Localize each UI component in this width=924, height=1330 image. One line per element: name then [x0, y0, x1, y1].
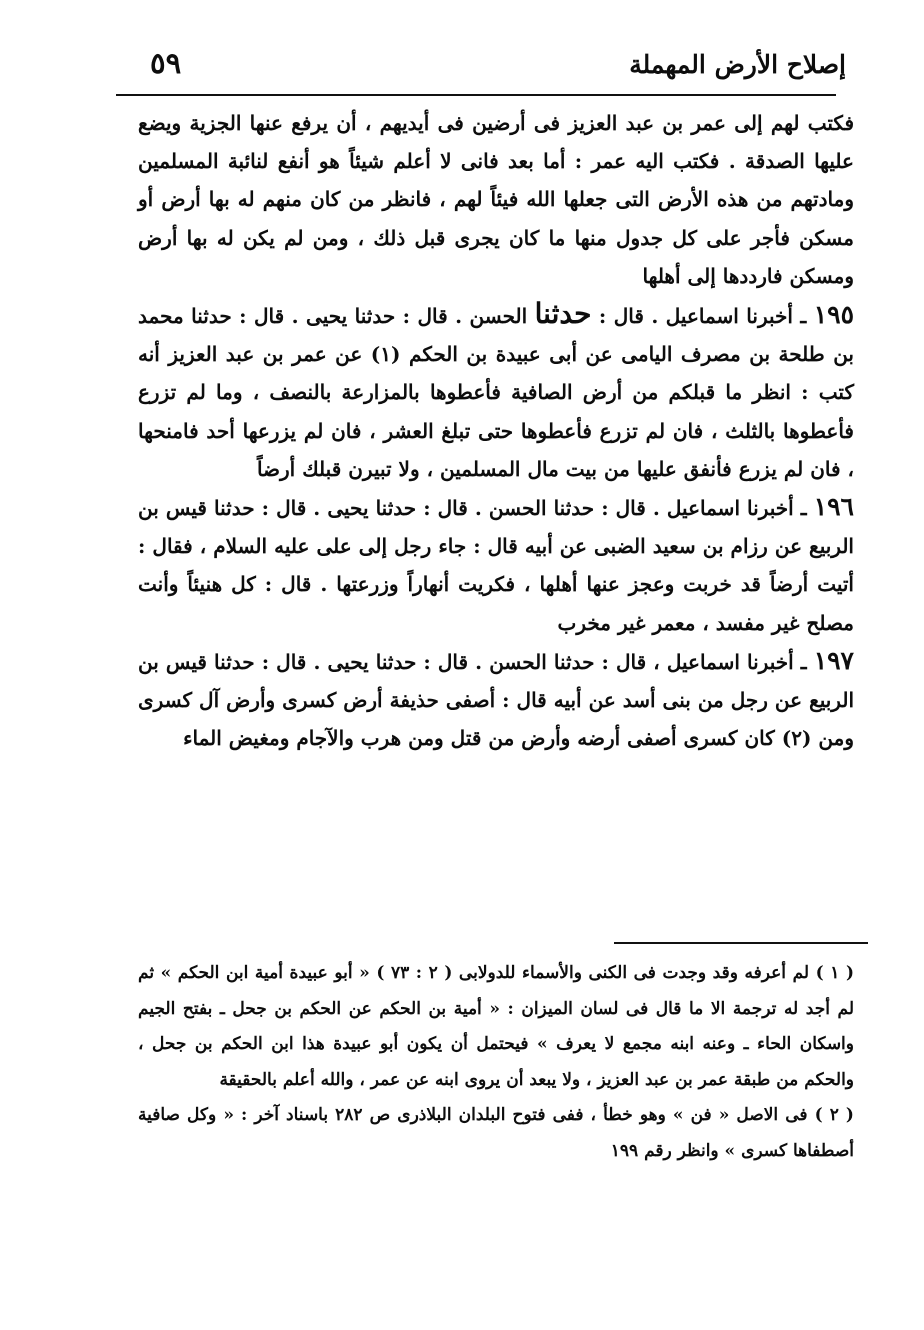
main-text	[138, 104, 854, 757]
footnote-1: ( ١ ) لم أعرفه وقد وجدت فى الكنى والأسماء للدولابى ( ٢ : ٧٣ ) « أبو عبيدة أمية ابن الحكم » ثم لم أجد له ترجمة الا ما قال فى لسان الميزان : « أمية بن الحكم عن الحكم بن جحل ـ بفتح الجيم واسكان الحاء ـ وعنه ابنه مجمع لا يعرف » فيحتمل أن يكون أبو عبيدة هذا ابن الحكم بن جحل ، والحكم من طبقة عمر بن عبد العزيز ، ولا يبعد أن يروى ابنه عن عمر ، والله أعلم بالحقيقة	[138, 963, 854, 1090]
entry-text: ـ أخبرنا اسماعيل . قال : حدثنا الحسن . قال : حدثنا يحيى . قال : حدثنا قيس بن الربيع عن رزام بن سعيد الضبى عن أبيه قال : جاء رجل إلى على عليه السلام ، فقال : أتيت أرضاً قد خربت وعجز عنها أهلها ، فكريت أنهاراً وزرعتها . قال : كل هنيئاً وأنت مصلح غير مفسد ، معمر غير مخرب	[138, 496, 854, 635]
footnote-rule	[614, 942, 868, 944]
intro-paragraph: فكتب لهم إلى عمر بن عبد العزيز فى أرضين فى أيديهم ، أن يرفع عنها الجزية ويضع عليها الصدقة . فكتب اليه عمر : أما بعد فانى لا أعلم شيئاً هو أنفع لنائبة المسلمين ومادتهم من هذه الأرض التى جعلها الله فيئاً لهم ، فانظر من كان منهم له بها أرض أو مسكن فأجر على كل جدول منها ما كان يجرى قبل ذلك ، ومن لم يكن له بها أرض ومسكن فارددها إلى أهلها	[138, 111, 854, 288]
running-title: إصلاح الأرض المهملة	[629, 50, 846, 79]
entry-text: الحسن . قال : حدثنا يحيى . قال : حدثنا محمد بن طلحة بن مصرف اليامى عن أبى عبيدة بن الحكم (١) عن عمر بن عبد العزيز أنه كتب : انظر ما قبلكم من أرض الصافية فأعطوها بالمزارعة بالنصف ، وما لم تزرع فأعطوها بالثلث ، فان لم تزرع فأعطوها حتى تبلغ العشر ، فان لم يزرعها أحد فامنحها ، فان لم يزرع فأنفق عليها من بيت مال المسلمين ، ولا تبيرن قبلك أرضاً	[138, 304, 854, 481]
entry-number: ١٩٦	[813, 492, 854, 522]
hadith-entry-197	[138, 642, 854, 758]
hadathana-word: حدثنا	[534, 297, 592, 331]
page-number: ٥٩	[150, 46, 182, 80]
entry-lead: ـ أخبرنا اسماعيل . قال :	[591, 304, 814, 329]
entry-text: ـ أخبرنا اسماعيل ، قال : حدثنا الحسن . قال : حدثنا يحيى . قال : حدثنا قيس بن الربيع عن رجل من بنى أسد عن أبيه قال : أصفى حذيفة أرض كسرى وأرض آل كسرى ومن (٢) كان كسرى أصفى أرضه وأرض من قتل ومن هرب والآجام ومغيض الماء	[138, 649, 854, 751]
header-rule	[116, 94, 836, 96]
footnotes	[138, 956, 854, 1169]
footnote-2: ( ٢ ) فى الاصل « فن » وهو خطأ ، ففى فتوح البلدان البلاذرى ص ٢٨٢ باسناد آخر : « وكل صافية أصطفاها كسرى » وانظر رقم ١٩٩	[138, 1105, 854, 1161]
hadith-entry-196	[138, 488, 854, 642]
hadith-entry-195	[138, 295, 854, 488]
entry-number: ١٩٧	[813, 645, 854, 675]
entry-number: ١٩٥	[813, 300, 855, 330]
